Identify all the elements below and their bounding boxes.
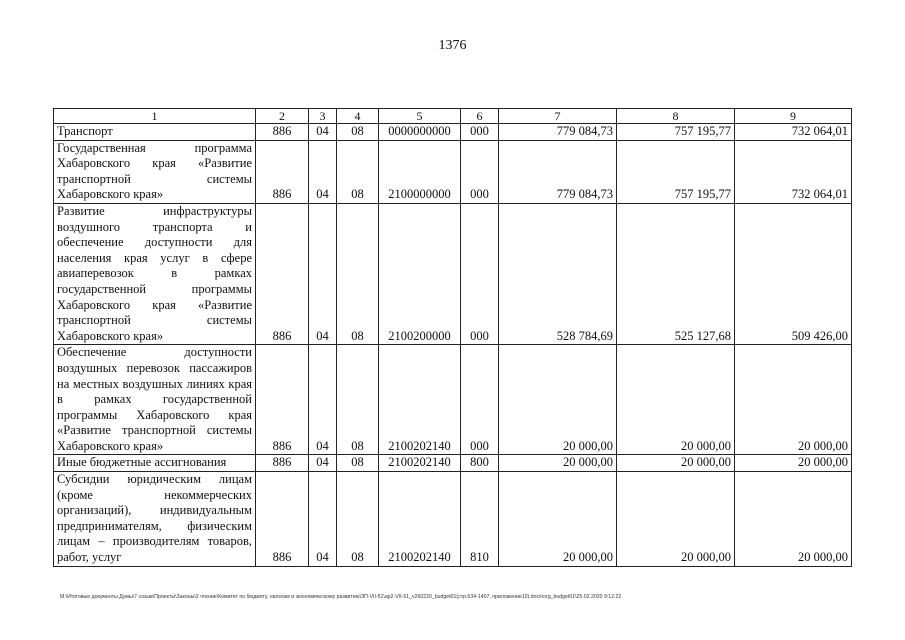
- section-code-cell: 04: [309, 455, 337, 472]
- header-cell: 8: [617, 109, 735, 124]
- table-row: [54, 455, 852, 472]
- ministry-code-cell: 886: [256, 203, 309, 344]
- target-code-cell: 2100202140: [379, 455, 461, 472]
- target-code-cell: 0000000000: [379, 124, 461, 141]
- row-name-cell: Субсидии юридическим лицам (кроме некоммерческих организаций), индивидуальным предпринимателям, физическим лицам – производителям товаров, работ, услуг: [54, 472, 256, 567]
- amount-cell: 20 000,00: [617, 345, 735, 455]
- row-name-cell: Развитие инфраструктуры воздушного транспорта и обеспечение доступности для населения края услуг в сфере авиаперевозок в рамках государственной программы Хабаровского края «Развитие транспортной системы Хабаровского края»: [54, 203, 256, 344]
- header-cell: 9: [735, 109, 852, 124]
- header-cell: 4: [337, 109, 379, 124]
- table-row: [54, 472, 852, 567]
- expense-type-cell: 000: [461, 345, 499, 455]
- expense-type-cell: 810: [461, 472, 499, 567]
- amount-cell: 779 084,73: [499, 140, 617, 203]
- amount-cell: 20 000,00: [735, 472, 852, 567]
- subsection-code-cell: 08: [337, 124, 379, 141]
- amount-cell: 528 784,69: [499, 203, 617, 344]
- table-row: [54, 124, 852, 141]
- row-name-cell: Государственная программа Хабаровского края «Развитие транспортной системы Хабаровского края»: [54, 140, 256, 203]
- expense-type-cell: 000: [461, 203, 499, 344]
- section-code-cell: 04: [309, 124, 337, 141]
- subsection-code-cell: 08: [337, 455, 379, 472]
- section-code-cell: 04: [309, 140, 337, 203]
- page-number: 1376: [438, 38, 467, 53]
- subsection-code-cell: 08: [337, 345, 379, 455]
- row-name-cell: Обеспечение доступности воздушных перевозок пассажиров на местных воздушных линиях края в рамках государственной программы Хабаровского края «Развитие транспортной системы Хабаровского края»: [54, 345, 256, 455]
- row-name-cell: Транспорт: [54, 124, 256, 141]
- expense-type-cell: 000: [461, 140, 499, 203]
- header-cell: 1: [54, 109, 256, 124]
- target-code-cell: 2100202140: [379, 345, 461, 455]
- amount-cell: 757 195,77: [617, 124, 735, 141]
- file-path-footer: M:\Итоговые документы Думы\7 созыв\Проекты\Законы\2 чтение\Комитет по бюджету, налогам и экономическому развитию\ЗП-VII-51\ар2-VII-51_v260220_budget01(стр.634-1407, приложение10).docx\org_budget01\25.02.2020 9:12:22: [60, 594, 622, 600]
- header-cell: 5: [379, 109, 461, 124]
- target-code-cell: 2100200000: [379, 203, 461, 344]
- ministry-code-cell: 886: [256, 124, 309, 141]
- header-cell: 2: [256, 109, 309, 124]
- row-name-cell: Иные бюджетные ассигнования: [54, 455, 256, 472]
- section-code-cell: 04: [309, 472, 337, 567]
- ministry-code-cell: 886: [256, 455, 309, 472]
- table-row: [54, 203, 852, 344]
- amount-cell: 20 000,00: [499, 455, 617, 472]
- section-code-cell: 04: [309, 345, 337, 455]
- amount-cell: 509 426,00: [735, 203, 852, 344]
- amount-cell: 732 064,01: [735, 124, 852, 141]
- amount-cell: 20 000,00: [617, 472, 735, 567]
- ministry-code-cell: 886: [256, 345, 309, 455]
- amount-cell: 20 000,00: [735, 455, 852, 472]
- header-cell: 6: [461, 109, 499, 124]
- amount-cell: 757 195,77: [617, 140, 735, 203]
- subsection-code-cell: 08: [337, 472, 379, 567]
- header-cell: 3: [309, 109, 337, 124]
- subsection-code-cell: 08: [337, 203, 379, 344]
- table-header-row: [54, 109, 852, 124]
- ministry-code-cell: 886: [256, 472, 309, 567]
- subsection-code-cell: 08: [337, 140, 379, 203]
- expense-type-cell: 000: [461, 124, 499, 141]
- target-code-cell: 2100000000: [379, 140, 461, 203]
- ministry-code-cell: 886: [256, 140, 309, 203]
- amount-cell: 525 127,68: [617, 203, 735, 344]
- table-row: [54, 140, 852, 203]
- amount-cell: 20 000,00: [735, 345, 852, 455]
- table-body: [54, 124, 852, 567]
- amount-cell: 732 064,01: [735, 140, 852, 203]
- amount-cell: 20 000,00: [499, 345, 617, 455]
- header-cell: 7: [499, 109, 617, 124]
- amount-cell: 20 000,00: [617, 455, 735, 472]
- expense-type-cell: 800: [461, 455, 499, 472]
- section-code-cell: 04: [309, 203, 337, 344]
- target-code-cell: 2100202140: [379, 472, 461, 567]
- amount-cell: 20 000,00: [499, 472, 617, 567]
- table-row: [54, 345, 852, 455]
- amount-cell: 779 084,73: [499, 124, 617, 141]
- budget-table: [53, 108, 852, 567]
